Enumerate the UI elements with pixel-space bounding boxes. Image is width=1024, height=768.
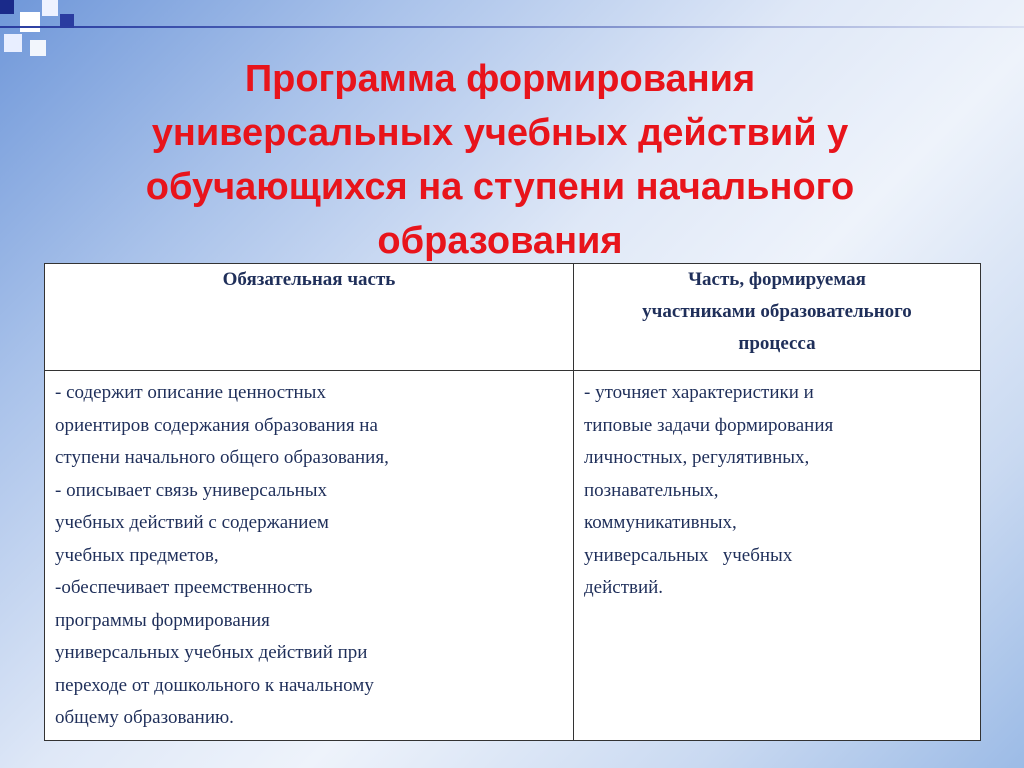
text-line: типовые задачи формирования: [584, 414, 834, 436]
decor-square: [30, 40, 46, 56]
text-line: познавательных,: [584, 479, 719, 501]
text-line: действий.: [584, 577, 664, 598]
text-line: коммуникативных,: [584, 512, 737, 533]
text-line: учебных действий с содержанием: [55, 512, 329, 533]
decor-square: [20, 12, 40, 32]
table-row: [45, 371, 981, 741]
header-line: Часть, формируемая: [688, 269, 866, 290]
comparison-table: [44, 263, 981, 741]
decor-square: [0, 0, 14, 14]
text-line: ступени начального общего образования,: [55, 447, 389, 468]
table-header-row: [45, 264, 981, 371]
text-line: программы формирования: [55, 609, 270, 631]
text-line: универсальных учебных: [584, 544, 793, 566]
slide-title: [60, 52, 940, 268]
mandatory-part-content: [45, 371, 574, 741]
title-line: образования: [377, 220, 623, 262]
text-line: -обеспечивает преемственность: [55, 577, 313, 598]
title-line: универсальных учебных действий у: [151, 112, 849, 154]
text-line: переходе от дошкольного к начальному: [55, 674, 374, 696]
text-line: универсальных учебных действий при: [55, 642, 368, 663]
text-line: - описывает связь универсальных: [55, 479, 328, 501]
title-line: обучающихся на ступени начального: [145, 166, 855, 208]
header-line: участниками образовательного: [642, 301, 912, 322]
text-line: ориентиров содержания образования на: [55, 414, 378, 436]
text-line: общему образованию.: [55, 707, 234, 728]
decor-bar: [0, 26, 1024, 28]
decor-square: [42, 0, 58, 16]
header-participants-part: [574, 264, 981, 371]
text-line: учебных предметов,: [55, 544, 219, 566]
text-line: - содержит описание ценностных: [55, 382, 326, 403]
decor-square: [4, 34, 22, 52]
title-line: Программа формирования: [244, 58, 756, 100]
participants-part-content: [574, 371, 981, 741]
text-line: личностных, регулятивных,: [584, 447, 810, 468]
header-line: процесса: [738, 333, 816, 354]
text-line: - уточняет характеристики и: [584, 382, 814, 403]
header-mandatory-part: Обязательная часть: [45, 264, 574, 371]
